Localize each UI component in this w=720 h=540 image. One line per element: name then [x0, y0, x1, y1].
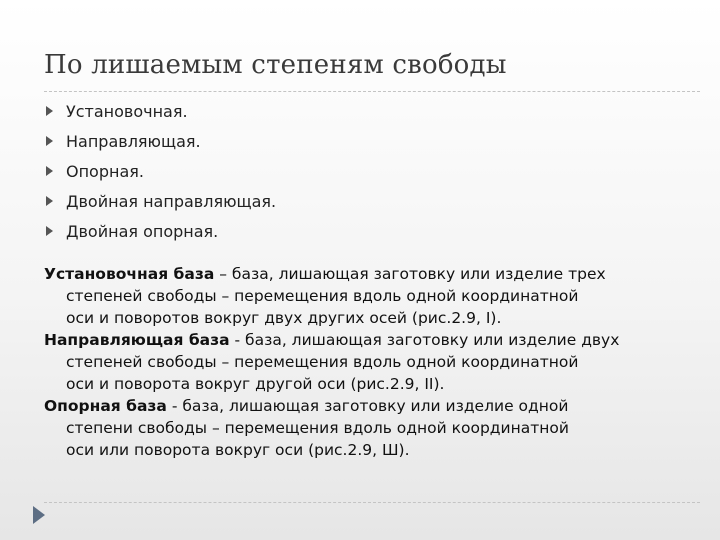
triangle-right-icon: [46, 106, 53, 116]
title-divider: [44, 91, 700, 92]
definition-paragraph: [44, 263, 694, 329]
bullet-item: [46, 156, 276, 186]
definition-text: оси и поворотов вокруг двух других осей (рис.2.9, I).: [66, 309, 502, 327]
definition-paragraph: [44, 395, 694, 461]
bullet-item: [46, 216, 276, 246]
triangle-right-icon: [46, 226, 53, 236]
bullet-label: Двойная опорная.: [66, 221, 219, 241]
definition-text: оси и поворота вокруг другой оси (рис.2.9, II).: [66, 375, 445, 393]
footer-divider: [44, 502, 700, 503]
triangle-right-icon: [46, 196, 53, 206]
bullet-item: [46, 96, 276, 126]
definition-text: - база, лишающая заготовку или изделие двух: [229, 331, 620, 349]
definition-text: – база, лишающая заготовку или изделие трех: [214, 265, 606, 283]
bullet-label: Установочная.: [66, 101, 188, 121]
definition-paragraph: [44, 329, 694, 395]
definition-term: Опорная база: [44, 397, 167, 415]
definition-term: Установочная база: [44, 265, 215, 283]
bullet-item: [46, 186, 276, 216]
bullet-item: [46, 126, 276, 156]
bullet-label: Направляющая.: [66, 131, 201, 151]
triangle-right-icon: [46, 166, 53, 176]
bullet-label: Опорная.: [66, 161, 144, 181]
bullet-label: Двойная направляющая.: [66, 191, 277, 211]
definition-text: - база, лишающая заготовку или изделие одной: [166, 397, 569, 415]
definitions-block: [44, 263, 694, 461]
definition-text: степени свободы – перемещения вдоль одной координатной: [66, 419, 569, 437]
definition-text: оси или поворота вокруг оси (рис.2.9, Ш).: [66, 441, 410, 459]
definition-term: Направляющая база: [44, 331, 230, 349]
triangle-right-icon: [46, 136, 53, 146]
next-slide-arrow-icon[interactable]: [33, 506, 45, 524]
definition-text: степеней свободы – перемещения вдоль одной координатной: [66, 287, 579, 305]
slide-title: По лишаемым степеням свободы: [44, 50, 507, 80]
definition-text: степеней свободы – перемещения вдоль одной координатной: [66, 353, 579, 371]
bullet-list: [46, 96, 276, 246]
